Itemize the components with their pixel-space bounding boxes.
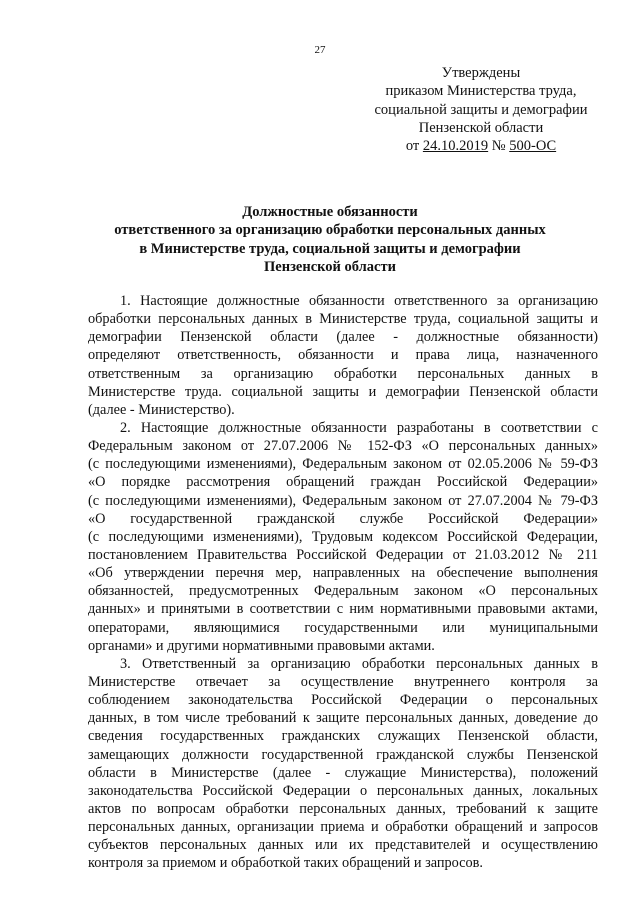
paragraph-line: 2. Настоящие должностные обязанности разработаны в соответствии с: [120, 419, 598, 436]
paragraph-line: области в Министерстве (далее - служащие Министерства), положений: [88, 764, 598, 781]
paragraph-line: Министерстве труда. социальной защиты и демографии Пензенской области: [88, 383, 598, 400]
paragraph-line: 1. Настоящие должностные обязанности ответственного за организацию: [120, 293, 598, 309]
paragraph-1: [88, 292, 598, 419]
approval-block: [356, 64, 606, 155]
approval-number: 500-ОС: [509, 138, 557, 155]
paragraph-line: демографии Пензенской области (далее - должностные обязанности): [88, 329, 598, 346]
paragraph-line: (далее - Министерство).: [88, 401, 235, 418]
paragraph-line: сведения государственных гражданских служащих Пензенской области,: [88, 728, 598, 745]
approval-line-4: Пензенской области: [418, 119, 544, 136]
paragraph-line: постановлением Правительства Российской Федерации от 21.03.2012 № 211: [88, 546, 598, 563]
approval-date-prefix: от: [405, 138, 423, 155]
paragraph-line: замещающих должности государственной гражданской службы Пензенской: [88, 746, 598, 763]
document-body: [88, 292, 598, 873]
paragraph-line: законодательства Российской Федерации о персональных данных, локальных: [88, 782, 598, 799]
approval-date-line: [356, 137, 606, 155]
paragraph-line: (с последующими изменениями), Федеральным законом от 02.05.2006 № 59-ФЗ: [88, 456, 598, 473]
approval-line-2: приказом Министерства труда,: [385, 83, 577, 100]
approval-line-3: социальной защиты и демографии: [374, 101, 588, 118]
paragraph-3: [88, 655, 598, 873]
paragraph-line: «О государственной гражданской службе Российской Федерации»: [88, 510, 598, 527]
paragraph-line: данных» и принятыми в соответствии с ним нормативными правовыми актами,: [88, 601, 598, 618]
paragraph-line: соблюдением законодательства Российской Федерации о персональных: [88, 692, 598, 709]
paragraph-line: органами» и другими нормативными правовыми актами.: [88, 637, 435, 654]
paragraph-2: [88, 419, 598, 655]
paragraph-line: определяют ответственность, обязанности и права лица, назначенного: [88, 347, 598, 364]
paragraph-line: данных, в том числе требований к защите персональных данных, доведение до: [88, 710, 598, 727]
page-number: 27: [314, 44, 326, 56]
paragraph-line: субъектов персональных данных или их представителей и осуществлению: [88, 837, 598, 854]
title-line: ответственного за организацию обработки персональных данных: [114, 222, 546, 239]
paragraph-line: «О порядке рассмотрения обращений граждан Российской Федерации»: [88, 474, 598, 491]
approval-line-1: Утверждены: [441, 65, 521, 81]
paragraph-line: персональных данных, организации приема и обработки обращений и запросов: [88, 819, 598, 836]
paragraph-line: (с последующими изменениями), Трудовым кодексом Российской Федерации,: [88, 528, 598, 545]
title-line: Пензенской области: [264, 259, 396, 276]
paragraph-line: «Об утверждении перечня мер, направленных на обеспечение выполнения: [88, 565, 598, 582]
approval-number-sign: №: [488, 138, 510, 155]
document-title: [60, 203, 600, 277]
paragraph-line: контроля за приемом и обработкой таких обращений и запросов.: [88, 855, 483, 872]
paragraph-line: обязанностей, предусмотренных Федеральным законом «О персональных: [88, 583, 598, 600]
paragraph-line: Министерстве отвечает за осуществление внутреннего контроля за: [88, 673, 598, 690]
title-line: Должностные обязанности: [242, 204, 418, 220]
paragraph-line: актов по вопросам обработки персональных данных, требований к защите: [88, 800, 598, 817]
paragraph-line: ответственным за организацию обработки персональных данных в: [88, 365, 598, 382]
paragraph-line: операторами, являющимися государственными или муниципальными: [88, 619, 598, 636]
paragraph-line: (с последующими изменениями), Федеральным законом от 27.07.2004 № 79-ФЗ: [88, 492, 598, 509]
paragraph-line: Федеральным законом от 27.07.2006 № 152-ФЗ «О персональных данных»: [88, 438, 598, 455]
paragraph-line: 3. Ответственный за организацию обработки персональных данных в: [120, 655, 598, 672]
paragraph-line: обработки персональных данных в Министерстве труда, социальной защиты и: [88, 311, 598, 328]
title-line: в Министерстве труда, социальной защиты и демографии: [139, 240, 521, 257]
approval-date: 24.10.2019: [422, 138, 489, 155]
